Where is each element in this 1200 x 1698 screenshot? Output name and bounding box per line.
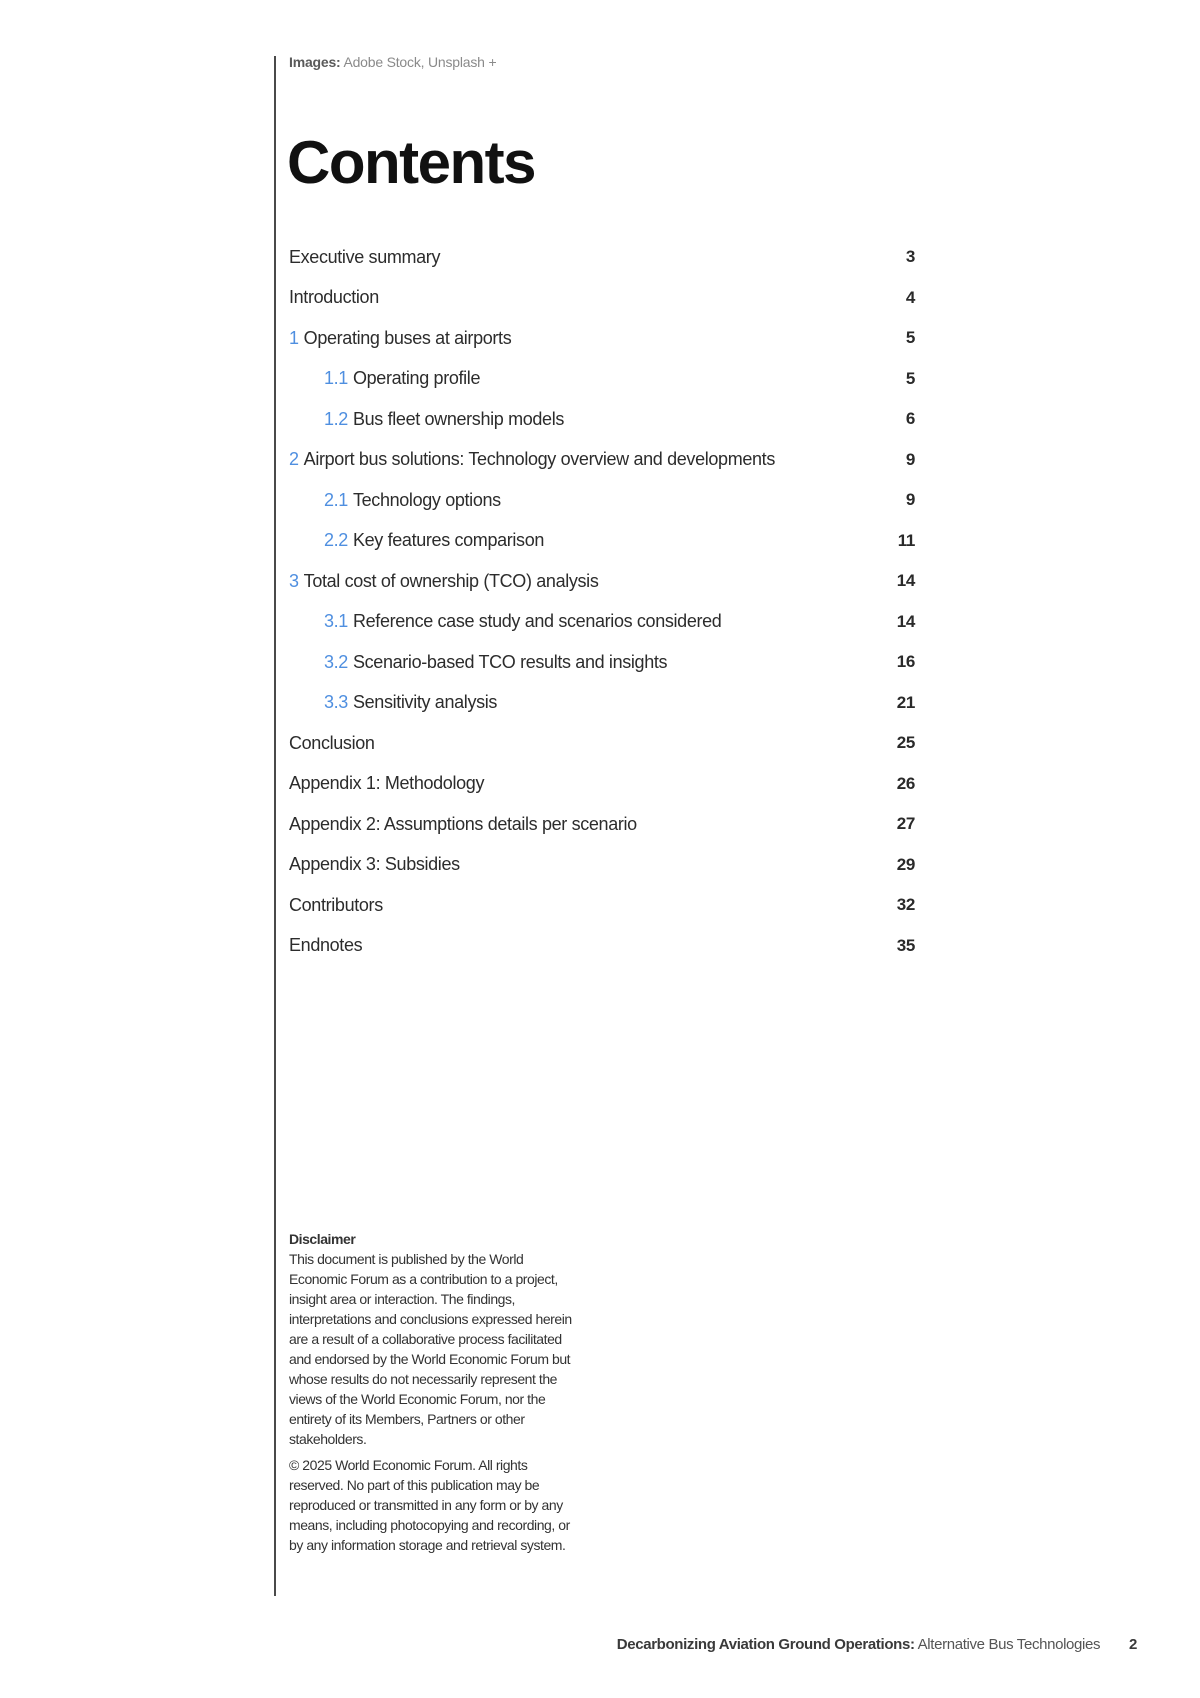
toc-page-number: 35	[896, 935, 915, 955]
toc-entry-text	[289, 490, 501, 511]
toc-entry[interactable]	[289, 885, 915, 926]
image-credits-label: Images:	[289, 54, 341, 70]
toc-entry-label: Technology options	[352, 489, 501, 510]
toc-entry[interactable]	[289, 278, 915, 319]
toc-section-number: 2.2	[324, 530, 348, 551]
toc-section-number: 3	[289, 570, 299, 591]
page-title: Contents	[287, 129, 535, 196]
toc-page-number: 27	[896, 814, 915, 834]
toc-entry-text	[289, 530, 544, 551]
toc-entry[interactable]	[289, 642, 915, 683]
toc-entry-label: Appendix 3: Subsidies	[289, 854, 460, 875]
toc-entry-text	[289, 571, 598, 592]
toc-entry-label: Scenario-based TCO results and insights	[352, 651, 668, 672]
toc-entry-label: Appendix 2: Assumptions details per scenario	[289, 813, 637, 834]
toc-entry-text	[289, 328, 511, 349]
toc-entry-label: Key features comparison	[352, 530, 545, 551]
toc-entry-label: Bus fleet ownership models	[352, 408, 564, 429]
footer-title-bold: Decarbonizing Aviation Ground Operations:	[616, 1636, 915, 1653]
toc-entry[interactable]	[289, 561, 915, 602]
toc-entry-text	[289, 935, 362, 956]
toc-section-number: 3.1	[324, 611, 348, 632]
toc-entry[interactable]	[289, 723, 915, 764]
footer-title-rest: Alternative Bus Technologies	[917, 1636, 1101, 1653]
toc-entry-label: Operating profile	[352, 368, 481, 389]
page-footer	[617, 1636, 1137, 1653]
toc-entry[interactable]	[289, 764, 915, 805]
toc-page-number: 26	[896, 773, 915, 793]
toc-page-number: 5	[905, 368, 915, 388]
toc-entry-label: Total cost of ownership (TCO) analysis	[303, 570, 599, 591]
toc-entry[interactable]	[289, 399, 915, 440]
toc-section-number: 1	[289, 327, 299, 348]
toc-section-number: 1.2	[324, 408, 348, 429]
toc-page-number: 16	[896, 652, 915, 672]
toc-entry-text	[289, 611, 721, 632]
toc-entry-label: Contributors	[289, 894, 383, 915]
toc-entry-label: Operating buses at airports	[303, 327, 512, 348]
toc-page-number: 6	[905, 409, 915, 429]
toc-page-number: 32	[896, 895, 915, 915]
toc-entry-text	[289, 895, 383, 916]
toc-entry[interactable]	[289, 318, 915, 359]
toc-page-number: 14	[896, 571, 915, 591]
toc-entry-text	[289, 854, 460, 875]
toc-page-number: 5	[905, 328, 915, 348]
image-credits	[289, 54, 496, 70]
toc-entry[interactable]	[289, 926, 915, 967]
toc-entry[interactable]	[289, 359, 915, 400]
toc-entry-text	[289, 247, 440, 268]
toc-entry-text	[289, 773, 484, 794]
image-credits-text: Adobe Stock, Unsplash +	[343, 54, 497, 70]
toc-entry[interactable]	[289, 804, 915, 845]
toc-entry-text	[289, 652, 667, 673]
toc-section-number: 3.2	[324, 651, 348, 672]
toc-entry[interactable]	[289, 237, 915, 278]
toc-page-number: 14	[896, 611, 915, 631]
toc-entry[interactable]	[289, 480, 915, 521]
toc-entry[interactable]	[289, 521, 915, 562]
toc-entry[interactable]	[289, 602, 915, 643]
toc-entry-label: Introduction	[289, 287, 379, 308]
table-of-contents	[289, 237, 915, 966]
toc-page-number: 4	[905, 287, 915, 307]
disclaimer	[289, 1229, 589, 1555]
toc-entry-text	[289, 287, 379, 308]
toc-section-number: 3.3	[324, 692, 348, 713]
toc-entry-label: Airport bus solutions: Technology overview and developments	[303, 449, 775, 470]
toc-page-number: 11	[897, 530, 915, 550]
toc-entry-label: Appendix 1: Methodology	[289, 773, 485, 794]
toc-entry-text	[289, 814, 637, 835]
toc-entry-label: Endnotes	[289, 935, 363, 956]
disclaimer-body: This document is published by the World Economic Forum as a contribution to a project, insight area or interaction. The findings, interpretations and conclusions expressed herein are a result of a collaborative process facilitated and endorsed by the World Economic Forum but whose results do not necessarily represent the views of the World Economic Forum, nor the entirety of its Members, Partners or other stakeholders.	[289, 1251, 572, 1447]
toc-page-number: 9	[905, 490, 915, 510]
toc-entry-label: Reference case study and scenarios considered	[352, 611, 722, 632]
toc-entry-text	[289, 449, 775, 470]
toc-page-number: 29	[896, 854, 915, 874]
copyright-notice: © 2025 World Economic Forum. All rights reserved. No part of this publication may be reproduced or transmitted in any form or by any means, including photocopying and recording, or by any information storage and retrieval system.	[289, 1457, 570, 1553]
toc-page-number: 21	[896, 692, 915, 712]
toc-section-number: 2.1	[324, 489, 348, 510]
toc-entry-label: Executive summary	[289, 246, 441, 267]
toc-section-number: 1.1	[324, 368, 348, 389]
disclaimer-heading: Disclaimer	[289, 1231, 356, 1247]
toc-entry[interactable]	[289, 683, 915, 724]
toc-entry[interactable]	[289, 845, 915, 886]
toc-section-number: 2	[289, 449, 299, 470]
toc-entry[interactable]	[289, 440, 915, 481]
toc-page-number: 25	[896, 733, 915, 753]
toc-entry-label: Sensitivity analysis	[352, 692, 498, 713]
footer-page-number: 2	[1129, 1636, 1137, 1653]
toc-entry-text	[289, 368, 480, 389]
toc-entry-label: Conclusion	[289, 732, 375, 753]
toc-entry-text	[289, 409, 564, 430]
toc-page-number: 9	[905, 449, 915, 469]
toc-entry-text	[289, 733, 375, 754]
toc-entry-text	[289, 692, 497, 713]
left-vertical-rule	[274, 56, 276, 1596]
toc-page-number: 3	[905, 247, 915, 267]
